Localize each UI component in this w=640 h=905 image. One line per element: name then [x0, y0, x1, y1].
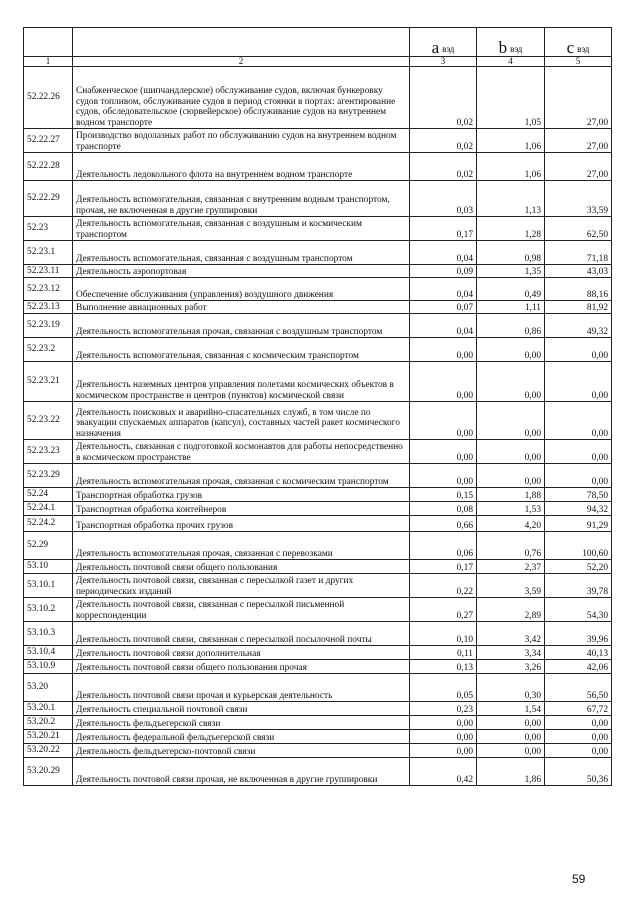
- row-value-b: 1,06: [477, 153, 545, 181]
- row-activity-name: Деятельность почтовой связи прочая и курьерская деятельность: [73, 674, 410, 702]
- header-b-letter: b: [498, 37, 508, 57]
- row-activity-name: Транспортная обработка контейнеров: [73, 502, 410, 516]
- row-activity-name: Деятельность, связанная с подготовкой космонавтов для работы непосредственно в космическом пространстве: [73, 440, 410, 464]
- table-row: [24, 560, 612, 574]
- row-value-a: 0,42: [410, 758, 477, 786]
- row-value-a: 0,05: [410, 674, 477, 702]
- table-row: [24, 301, 612, 314]
- row-code: 53.20.21: [24, 730, 73, 744]
- header-cell-name: [73, 28, 410, 57]
- row-code: 52.23.23: [24, 440, 73, 464]
- row-value-b: 0,00: [477, 716, 545, 730]
- row-value-a: 0,00: [410, 744, 477, 758]
- header-cell-c: [545, 28, 612, 57]
- row-activity-name: Деятельность почтовой связи общего пользования: [73, 560, 410, 574]
- row-activity-name: Транспортная обработка грузов: [73, 488, 410, 502]
- row-code: 52.24.1: [24, 502, 73, 516]
- header-cell-code: [24, 28, 73, 57]
- row-code: 52.22.27: [24, 129, 73, 153]
- row-value-c: 43,03: [545, 265, 612, 278]
- table-row: [24, 730, 612, 744]
- row-code: 53.10.1: [24, 574, 73, 598]
- row-value-a: 0,17: [410, 217, 477, 241]
- row-value-c: 40,13: [545, 646, 612, 660]
- row-value-c: 100,60: [545, 532, 612, 560]
- table-row: [24, 702, 612, 716]
- row-value-c: 62,50: [545, 217, 612, 241]
- row-code: 52.23: [24, 217, 73, 241]
- table-row: [24, 716, 612, 730]
- row-value-b: 0,00: [477, 402, 545, 440]
- table-header-row: [24, 28, 612, 57]
- row-activity-name: Деятельность фельдъегерской связи: [73, 716, 410, 730]
- table-row: [24, 532, 612, 560]
- row-value-b: 3,34: [477, 646, 545, 660]
- row-value-c: 0,00: [545, 362, 612, 402]
- row-value-a: 0,10: [410, 622, 477, 646]
- row-value-a: 0,04: [410, 278, 477, 301]
- row-value-b: 1,86: [477, 758, 545, 786]
- row-code: 52.23.29: [24, 464, 73, 488]
- header-c-sub: вэд: [577, 43, 590, 54]
- row-value-c: 27,00: [545, 129, 612, 153]
- table-row: [24, 516, 612, 532]
- row-value-b: 3,42: [477, 622, 545, 646]
- row-code: 52.24: [24, 488, 73, 502]
- row-value-b: 0,00: [477, 464, 545, 488]
- row-value-a: 0,03: [410, 181, 477, 217]
- row-value-a: 0,17: [410, 560, 477, 574]
- table-row: [24, 502, 612, 516]
- row-value-a: 0,00: [410, 464, 477, 488]
- row-activity-name: Деятельность поисковых и аварийно-спасательных служб, в том числе по эвакуации спускаемых аппаратов (капсул), составных частей ракет космического назначения: [73, 402, 410, 440]
- row-code: 53.10.4: [24, 646, 73, 660]
- row-code: 52.23.21: [24, 362, 73, 402]
- row-value-c: 91,29: [545, 516, 612, 532]
- table-row: [24, 241, 612, 265]
- column-number: 4: [477, 57, 545, 67]
- row-value-c: 67,72: [545, 702, 612, 716]
- row-value-c: 33,59: [545, 181, 612, 217]
- row-activity-name: Деятельность ледокольного флота на внутреннем водном транспорте: [73, 153, 410, 181]
- row-code: 52.23.2: [24, 338, 73, 362]
- row-value-b: 0,00: [477, 362, 545, 402]
- column-number: 3: [410, 57, 477, 67]
- header-cell-b: [477, 28, 545, 57]
- row-activity-name: Выполнение авиационных работ: [73, 301, 410, 314]
- row-value-c: 0,00: [545, 464, 612, 488]
- header-cell-a: [410, 28, 477, 57]
- table-row: [24, 181, 612, 217]
- row-value-a: 0,15: [410, 488, 477, 502]
- row-activity-name: Деятельность почтовой связи, связанная с пересылкой посылочной почты: [73, 622, 410, 646]
- header-a-letter: a: [431, 37, 440, 57]
- row-value-a: 0,23: [410, 702, 477, 716]
- table-row: [24, 744, 612, 758]
- row-activity-name: Деятельность вспомогательная, связанная с воздушным транспортом: [73, 241, 410, 265]
- row-value-c: 81,92: [545, 301, 612, 314]
- table-row: [24, 402, 612, 440]
- row-code: 53.20.22: [24, 744, 73, 758]
- row-value-a: 0,02: [410, 129, 477, 153]
- row-code: 52.22.26: [24, 67, 73, 129]
- row-value-c: 94,32: [545, 502, 612, 516]
- row-activity-name: Деятельность вспомогательная, связанная с внутренним водным транспортом, прочая, не включенная в другие группировки: [73, 181, 410, 217]
- table-row: [24, 67, 612, 129]
- row-value-b: 0,49: [477, 278, 545, 301]
- row-value-b: 2,89: [477, 598, 545, 622]
- row-code: 53.10.2: [24, 598, 73, 622]
- row-value-b: 0,30: [477, 674, 545, 702]
- row-value-c: 88,16: [545, 278, 612, 301]
- row-value-b: 0,76: [477, 532, 545, 560]
- row-value-a: 0,00: [410, 730, 477, 744]
- row-value-c: 52,20: [545, 560, 612, 574]
- row-activity-name: Деятельность вспомогательная, связанная с космическим транспортом: [73, 338, 410, 362]
- row-value-c: 0,00: [545, 440, 612, 464]
- row-value-a: 0,22: [410, 574, 477, 598]
- row-activity-name: Транспортная обработка прочих грузов: [73, 516, 410, 532]
- row-value-b: 2,37: [477, 560, 545, 574]
- table-row: [24, 488, 612, 502]
- row-code: 52.23.13: [24, 301, 73, 314]
- row-code: 52.23.11: [24, 265, 73, 278]
- row-code: 53.10.3: [24, 622, 73, 646]
- row-code: 52.22.28: [24, 153, 73, 181]
- row-value-c: 0,00: [545, 716, 612, 730]
- row-value-b: 1,06: [477, 129, 545, 153]
- row-code: 53.20.2: [24, 716, 73, 730]
- row-value-a: 0,13: [410, 660, 477, 674]
- row-code: 53.10: [24, 560, 73, 574]
- table-row: [24, 660, 612, 674]
- column-number: 2: [73, 57, 410, 67]
- row-value-c: 50,36: [545, 758, 612, 786]
- table-row: [24, 622, 612, 646]
- row-value-c: 71,18: [545, 241, 612, 265]
- table-row: [24, 598, 612, 622]
- table-row: [24, 278, 612, 301]
- row-value-c: 0,00: [545, 744, 612, 758]
- row-code: 52.23.1: [24, 241, 73, 265]
- column-number: 1: [24, 57, 73, 67]
- row-activity-name: Обеспечение обслуживания (управления) воздушного движения: [73, 278, 410, 301]
- row-value-a: 0,04: [410, 241, 477, 265]
- row-value-a: 0,00: [410, 338, 477, 362]
- table-row: [24, 674, 612, 702]
- table-row: [24, 758, 612, 786]
- row-value-b: 0,00: [477, 338, 545, 362]
- row-value-a: 0,07: [410, 301, 477, 314]
- row-activity-name: Деятельность почтовой связи дополнительная: [73, 646, 410, 660]
- row-value-b: 0,98: [477, 241, 545, 265]
- row-value-c: 0,00: [545, 730, 612, 744]
- row-activity-name: Деятельность специальной почтовой связи: [73, 702, 410, 716]
- row-activity-name: Снабженческое (шипчандлерское) обслуживание судов, включая бункеровку судов топливом, обслуживание судов в период стоянки в портах: агентирование судов, обследовательское (сюрвейерское) обслуживание судов на внутреннем водном транспорте: [73, 67, 410, 129]
- okved-coefficients-table: [23, 27, 612, 786]
- row-value-b: 0,86: [477, 314, 545, 338]
- table-row: [24, 217, 612, 241]
- row-value-b: 1,11: [477, 301, 545, 314]
- row-value-b: 1,28: [477, 217, 545, 241]
- row-activity-name: Деятельность почтовой связи прочая, не включенная в другие группировки: [73, 758, 410, 786]
- row-activity-name: Деятельность вспомогательная, связанная с воздушным и космическим транспортом: [73, 217, 410, 241]
- row-value-a: 0,66: [410, 516, 477, 532]
- row-value-a: 0,27: [410, 598, 477, 622]
- row-value-b: 1,88: [477, 488, 545, 502]
- row-code: 52.23.12: [24, 278, 73, 301]
- table-row: [24, 265, 612, 278]
- row-value-b: 0,00: [477, 730, 545, 744]
- row-activity-name: Деятельность вспомогательная прочая, связанная с космическим транспортом: [73, 464, 410, 488]
- row-value-b: 1,05: [477, 67, 545, 129]
- header-b-sub: вэд: [510, 43, 523, 54]
- row-value-a: 0,06: [410, 532, 477, 560]
- row-activity-name: Производство водолазных работ по обслуживанию судов на внутреннем водном транспорте: [73, 129, 410, 153]
- column-number-row: [24, 57, 612, 67]
- row-value-c: 27,00: [545, 153, 612, 181]
- row-value-b: 0,00: [477, 744, 545, 758]
- row-value-a: 0,04: [410, 314, 477, 338]
- row-value-b: 3,26: [477, 660, 545, 674]
- row-activity-name: Деятельность почтовой связи, связанная с пересылкой письменной корреспонденции: [73, 598, 410, 622]
- row-value-c: 27,00: [545, 67, 612, 129]
- table-row: [24, 574, 612, 598]
- table-row: [24, 338, 612, 362]
- row-code: 52.24.2: [24, 516, 73, 532]
- table-row: [24, 362, 612, 402]
- row-value-b: 1,13: [477, 181, 545, 217]
- row-value-b: 0,00: [477, 440, 545, 464]
- row-value-b: 1,54: [477, 702, 545, 716]
- row-code: 53.20.1: [24, 702, 73, 716]
- row-value-c: 39,78: [545, 574, 612, 598]
- row-value-a: 0,00: [410, 440, 477, 464]
- row-value-b: 4,20: [477, 516, 545, 532]
- table-row: [24, 440, 612, 464]
- row-value-a: 0,00: [410, 362, 477, 402]
- row-value-a: 0,02: [410, 67, 477, 129]
- row-value-c: 42,06: [545, 660, 612, 674]
- row-value-b: 1,35: [477, 265, 545, 278]
- row-activity-name: Деятельность фельдъегерско-почтовой связи: [73, 744, 410, 758]
- row-activity-name: Деятельность федеральной фельдъегерской связи: [73, 730, 410, 744]
- table-row: [24, 464, 612, 488]
- table-row: [24, 314, 612, 338]
- row-code: 53.20.29: [24, 758, 73, 786]
- row-value-c: 0,00: [545, 402, 612, 440]
- row-activity-name: Деятельность почтовой связи, связанная с пересылкой газет и других периодических изданий: [73, 574, 410, 598]
- row-activity-name: Деятельность почтовой связи общего пользования прочая: [73, 660, 410, 674]
- row-value-a: 0,00: [410, 402, 477, 440]
- row-code: 52.22.29: [24, 181, 73, 217]
- row-value-c: 39,96: [545, 622, 612, 646]
- page-number: 59: [572, 872, 586, 886]
- row-value-c: 78,50: [545, 488, 612, 502]
- row-activity-name: Деятельность наземных центров управления полетами космических объектов в космическом пространстве и центров (пунктов) космической связи: [73, 362, 410, 402]
- row-code: 52.23.19: [24, 314, 73, 338]
- table-body: [24, 67, 612, 786]
- header-a-sub: вэд: [442, 43, 455, 54]
- row-value-a: 0,00: [410, 716, 477, 730]
- row-value-c: 56,50: [545, 674, 612, 702]
- table-row: [24, 646, 612, 660]
- table-row: [24, 153, 612, 181]
- row-activity-name: Деятельность вспомогательная прочая, связанная с воздушным транспортом: [73, 314, 410, 338]
- row-code: 53.10.9: [24, 660, 73, 674]
- column-number: 5: [545, 57, 612, 67]
- row-value-a: 0,11: [410, 646, 477, 660]
- row-value-b: 3,59: [477, 574, 545, 598]
- row-code: 52.23.22: [24, 402, 73, 440]
- row-value-a: 0,09: [410, 265, 477, 278]
- row-value-c: 0,00: [545, 338, 612, 362]
- row-value-a: 0,02: [410, 153, 477, 181]
- row-value-a: 0,08: [410, 502, 477, 516]
- header-c-letter: c: [566, 37, 575, 57]
- row-activity-name: Деятельность аэропортовая: [73, 265, 410, 278]
- row-value-c: 54,30: [545, 598, 612, 622]
- table-row: [24, 129, 612, 153]
- row-value-c: 49,32: [545, 314, 612, 338]
- row-code: 52.29: [24, 532, 73, 560]
- row-code: 53.20: [24, 674, 73, 702]
- row-value-b: 1,53: [477, 502, 545, 516]
- row-activity-name: Деятельность вспомогательная прочая, связанная с перевозками: [73, 532, 410, 560]
